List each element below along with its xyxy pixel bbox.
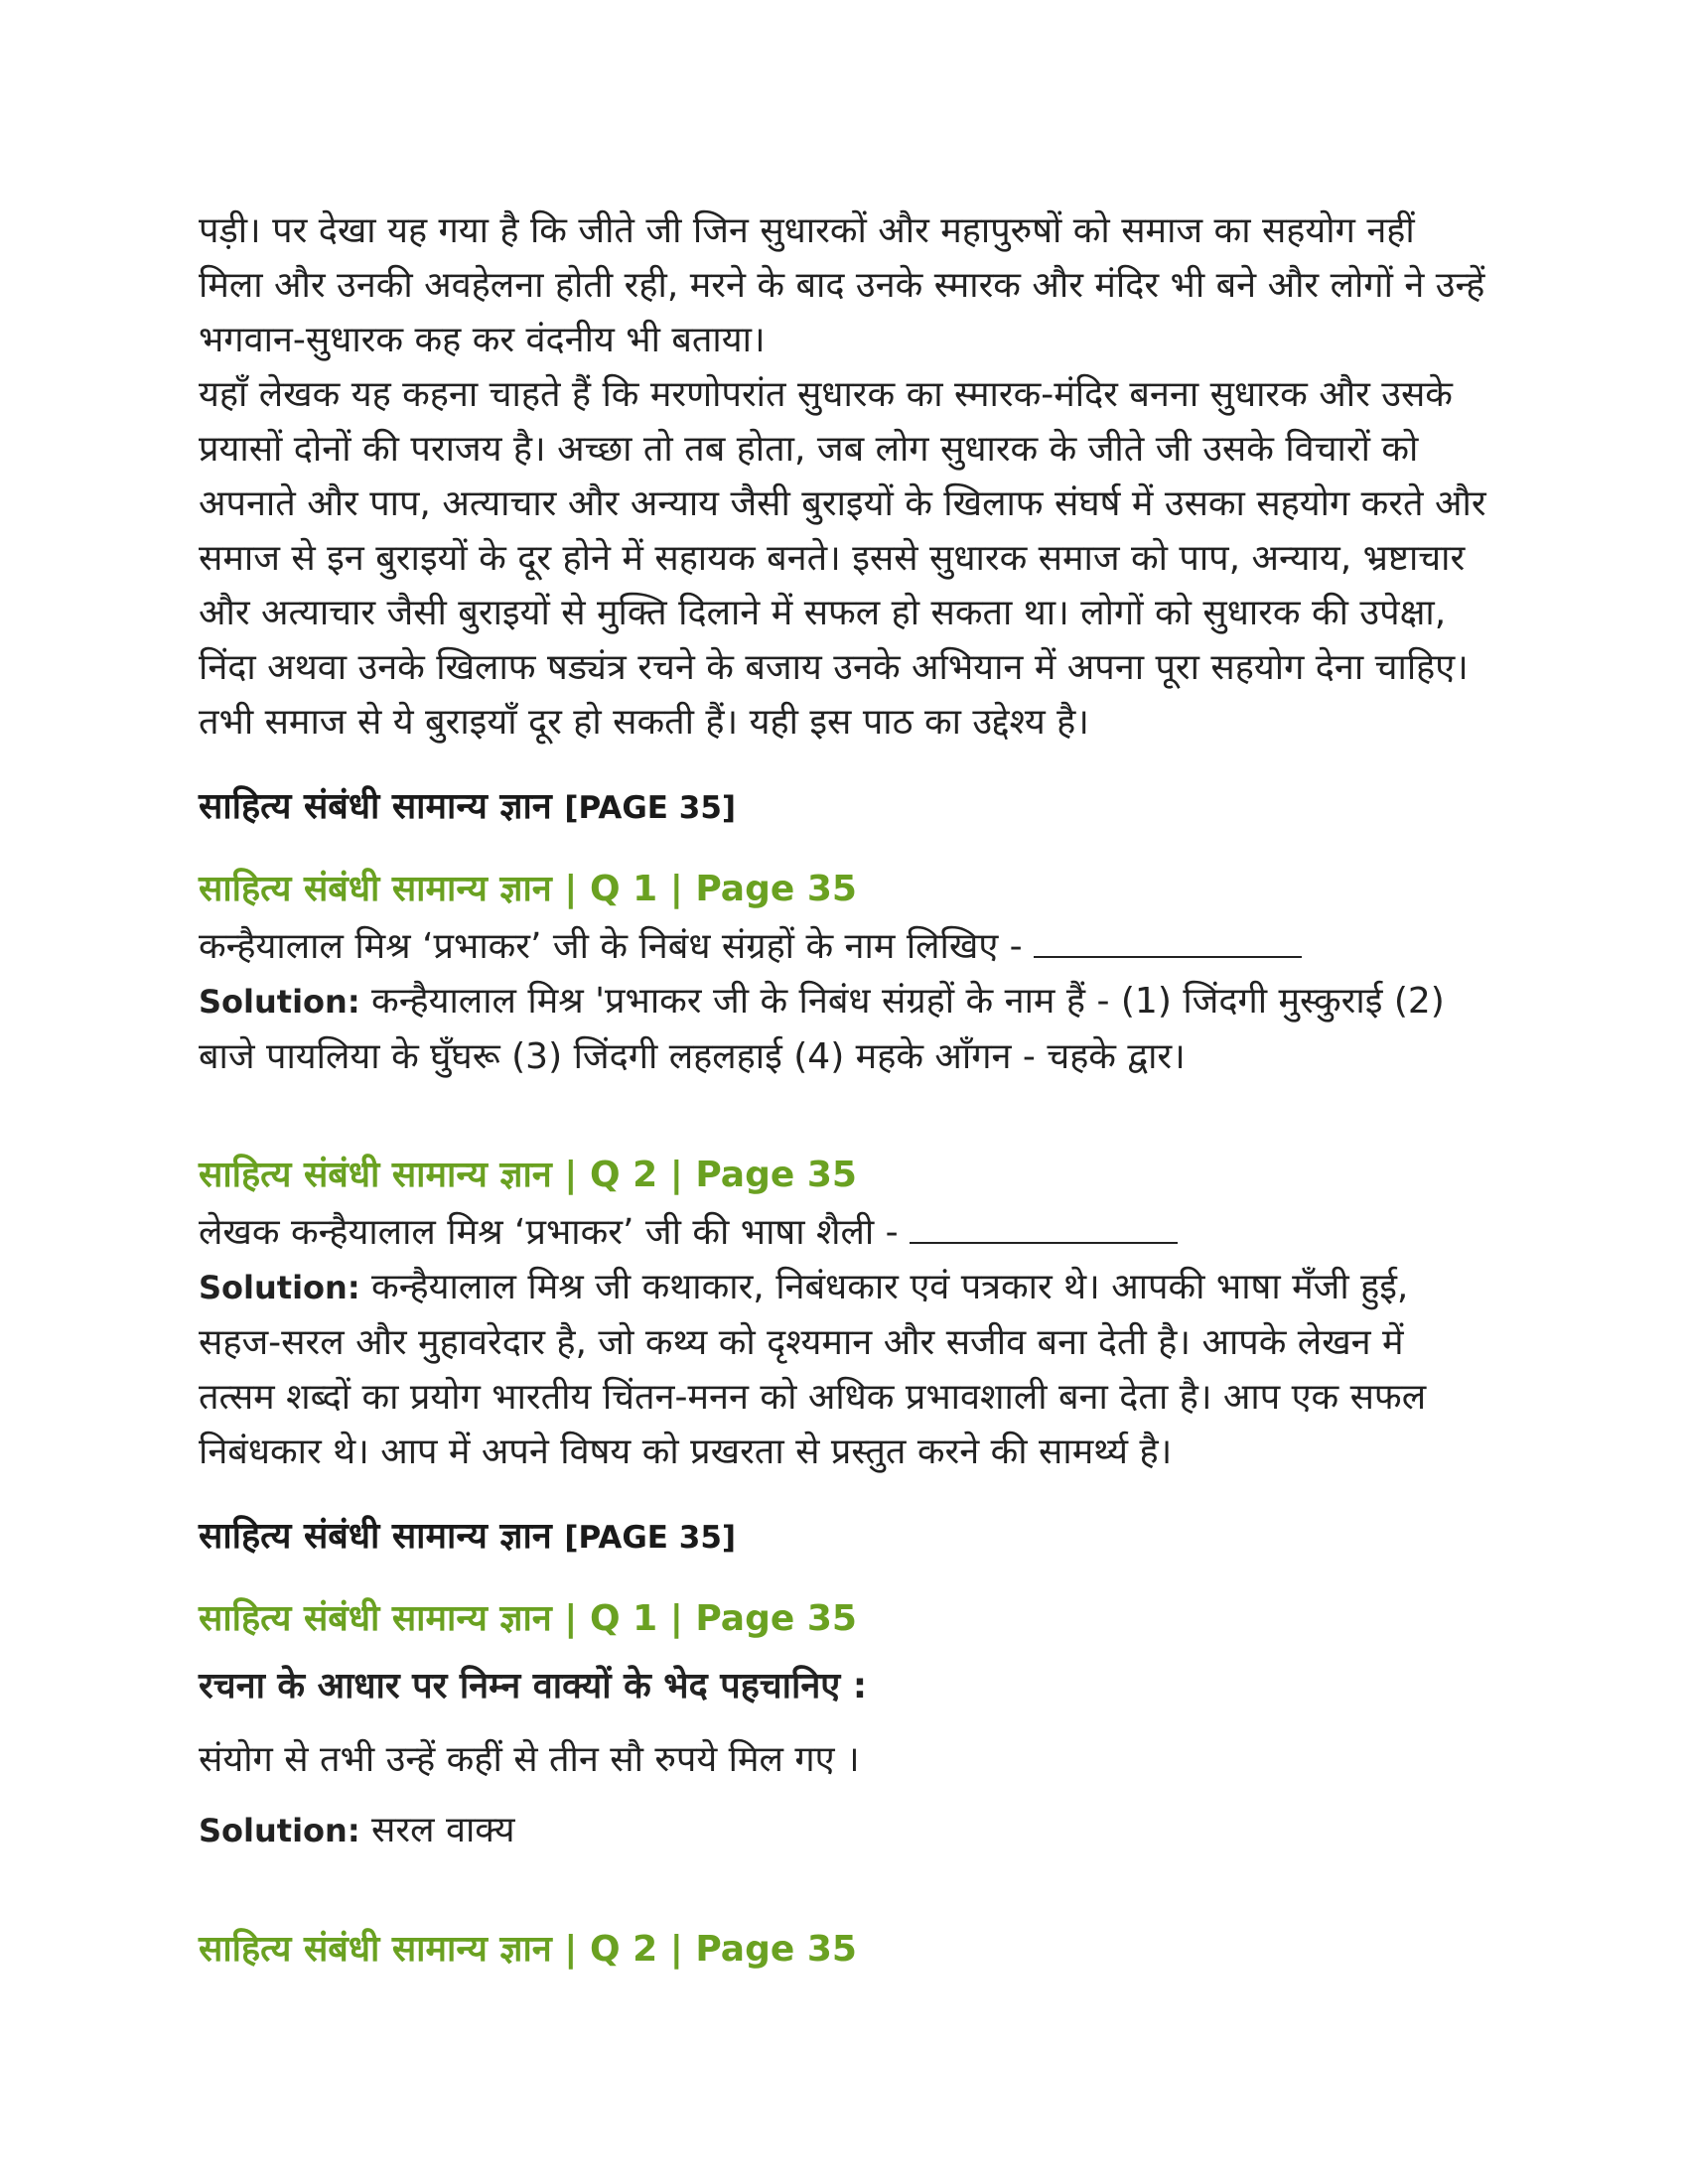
intro-paragraph-1: पड़ी। पर देखा यह गया है कि जीते जी जिन सुधारकों और महापुरुषों को समाज का सहयोग नहीं मिला और उनकी अवहेलना होती रही, मरने के बाद उनके स्मारक और मंदिर भी बने और लोगों ने उन्हें भगवान-सुधारक कह कर वंदनीय भी बताया। [199,210,1485,360]
question-body: लेखक कन्हैयालाल मिश्र ‘प्रभाकर’ जी की भाषा शैली - [199,1212,899,1253]
section-heading [199,777,1489,838]
question-text [199,1205,1489,1260]
answer-blank [1034,926,1302,958]
section-heading [199,1507,1489,1568]
answer-blank [910,1212,1178,1244]
section-title: साहित्य संबंधी सामान्य ज्ञान [199,786,552,827]
solution [199,1260,1489,1479]
solution [199,1803,1489,1858]
question-heading[interactable]: साहित्य संबंधी सामान्य ज्ञान | Q 2 | Page 35 [199,1929,857,1970]
question-text [199,919,1489,974]
question-body: कन्हैयालाल मिश्र ‘प्रभाकर’ जी के निबंध संग्रहों के नाम लिखिए - [199,926,1023,967]
question-heading[interactable]: साहित्य संबंधी सामान्य ज्ञान | Q 2 | Page 35 [199,1155,857,1195]
section-page-tag: [PAGE 35] [564,790,737,826]
solution-label: Solution: [199,1269,360,1306]
section-title: साहित्य संबंधी सामान्य ज्ञान [199,1516,552,1557]
solution [199,974,1489,1084]
intro-paragraph-2: यहाँ लेखक यह कहना चाहते हैं कि मरणोपरांत सुधारक का स्मारक-मंदिर बनना सुधारक और उसके प्रयासों दोनों की पराजय है। अच्छा तो तब होता, जब लोग सुधारक के जीते जी उसके विचारों को अपनाते और पाप, अत्याचार और अन्याय जैसी बुराइयों के खिलाफ संघर्ष में उसका सहयोग करते और समाज से इन बुराइयों के दूर होने में सहायक बनते। इससे सुधारक समाज को पाप, अन्याय, भ्रष्टाचार और अत्याचार जैसी बुराइयों से मुक्ति दिलाने में सफल हो सकता था। लोगों को सुधारक की उपेक्षा, निंदा अथवा उनके खिलाफ षड्यंत्र रचने के बजाय उनके अभियान में अपना पूरा सहयोग देना चाहिए। तभी समाज से ये बुराइयाँ दूर हो सकती हैं। यही इस पाठ का उद्देश्य है। [199,374,1486,743]
question-heading[interactable]: साहित्य संबंधी सामान्य ज्ञान | Q 1 | Page 35 [199,869,857,909]
document-page [199,204,1489,1979]
section-page-tag: [PAGE 35] [564,1520,737,1556]
question-heading[interactable]: साहित्य संबंधी सामान्य ज्ञान | Q 1 | Page 35 [199,1598,857,1639]
question-text: संयोग से तभी उन्हें कहीं से तीन सौ रुपये मिल गए । [199,1739,860,1780]
solution-text: सरल वाक्य [359,1810,515,1850]
solution-label: Solution: [199,983,360,1021]
solution-text: कन्हैयालाल मिश्र 'प्रभाकर जी के निबंध संग्रहों के नाम हैं - (1) जिंदगी मुस्कुराई (2) बाजे पायलिया के घुँघरू (3) जिंदगी लहलहाई (4) महके आँगन - चहके द्वार। [199,981,1445,1077]
solution-text: कन्हैयालाल मिश्र जी कथाकार, निबंधकार एवं पत्रकार थे। आपकी भाषा मँजी हुई, सहज-सरल और मुहावरेदार है, जो कथ्य को दृश्यमान और सजीव बना देती है। आपके लेखन में तत्सम शब्दों का प्रयोग भारतीय चिंतन-मनन को अधिक प्रभावशाली बना देता है। आप एक सफल निबंधकार थे। आप में अपने विषय को प्रखरता से प्रस्तुत करने की सामर्थ्य है। [199,1267,1427,1472]
solution-label: Solution: [199,1812,360,1849]
question-instruction: रचना के आधार पर निम्न वाक्यों के भेद पहचानिए : [199,1666,868,1706]
